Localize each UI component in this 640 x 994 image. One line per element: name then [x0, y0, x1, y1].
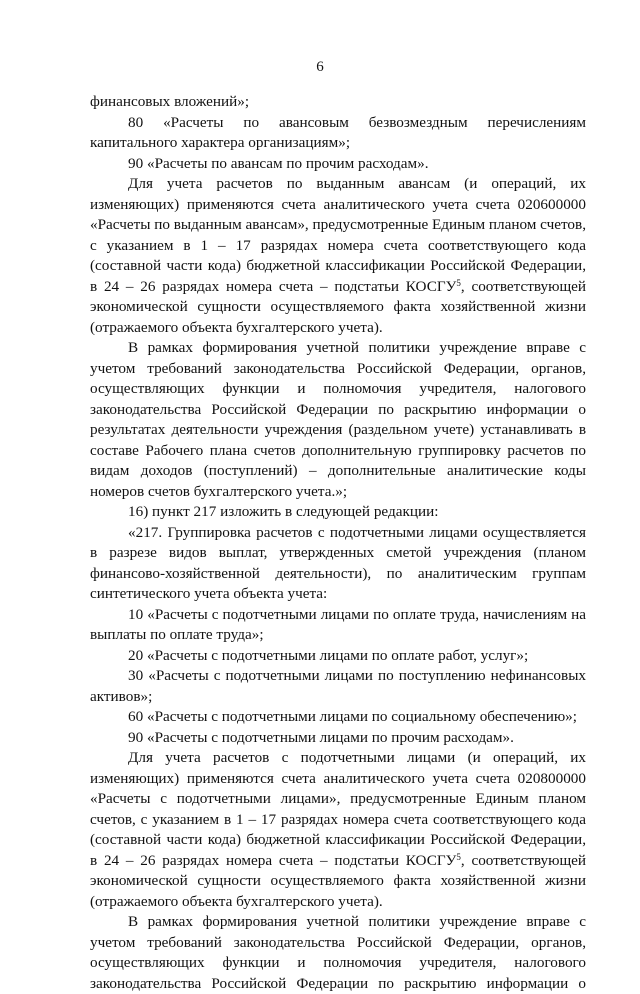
text-line: 90 «Расчеты по авансам по прочим расходам».: [90, 154, 586, 175]
text-line: финансово-хозяйственной деятельности), по аналитическим группам: [90, 564, 586, 585]
footnote-ref[interactable]: 5: [456, 278, 461, 288]
text-line: выплаты по оплате труда»;: [90, 625, 586, 646]
text-line: экономической сущности осуществляемого факта хозяйственной жизни: [90, 871, 586, 892]
text-line: учетом требований законодательства Российской Федерации, органов,: [90, 933, 586, 954]
text-line: В рамках формирования учетной политики учреждение вправе с: [90, 338, 586, 359]
text-line: (составной части кода) бюджетной классификации Российской Федерации,: [90, 256, 586, 277]
text-line: (отражаемого объекта бухгалтерского учета).: [90, 318, 586, 339]
text-line: 90 «Расчеты с подотчетными лицами по прочим расходам».: [90, 728, 586, 749]
text-line: Для учета расчетов по выданным авансам (и операций, их: [90, 174, 586, 195]
text-line: (отражаемого объекта бухгалтерского учета).: [90, 892, 586, 913]
text-line: законодательства Российской Федерации по раскрытию информации о: [90, 974, 586, 994]
text-line: «Расчеты с подотчетными лицами», предусмотренные Единым планом: [90, 789, 586, 810]
text-line: [90, 277, 586, 298]
text-line: в разрезе видов выплат, утвержденных сметой учреждения (планом: [90, 543, 586, 564]
text-line: «Расчеты по выданным авансам», предусмотренные Единым планом счетов,: [90, 215, 586, 236]
text-line: учетом требований законодательства Российской Федерации, органов,: [90, 359, 586, 380]
text-line: (составной части кода) бюджетной классификации Российской Федерации,: [90, 830, 586, 851]
page-number: 6: [0, 58, 640, 76]
text-line: с указанием в 1 – 17 разрядах номера счета соответствующего кода: [90, 236, 586, 257]
text-line: осуществляющих функции и полномочия учредителя, налогового: [90, 379, 586, 400]
text-line: 20 «Расчеты с подотчетными лицами по оплате работ, услуг»;: [90, 646, 586, 667]
text-line: изменяющих) применяются счета аналитического учета счета 020800000: [90, 769, 586, 790]
text-line: [90, 851, 586, 872]
text-line: осуществляющих функции и полномочия учредителя, налогового: [90, 953, 586, 974]
text-line: 16) пункт 217 изложить в следующей редакции:: [90, 502, 586, 523]
text-line: «217. Группировка расчетов с подотчетными лицами осуществляется: [90, 523, 586, 544]
text-line: финансовых вложений»;: [90, 92, 586, 113]
text-fragment: в 24 – 26 разрядах номера счета – подстатьи КОСГУ: [90, 852, 456, 869]
text-line: В рамках формирования учетной политики учреждение вправе с: [90, 912, 586, 933]
text-line: капитального характера организациям»;: [90, 133, 586, 154]
text-line: изменяющих) применяются счета аналитического учета счета 020600000: [90, 195, 586, 216]
footnote-ref[interactable]: 5: [456, 852, 461, 862]
text-line: 80 «Расчеты по авансовым безвозмездным перечислениям: [90, 113, 586, 134]
text-line: 30 «Расчеты с подотчетными лицами по поступлению нефинансовых: [90, 666, 586, 687]
text-fragment: , соответствующей: [461, 278, 586, 295]
text-line: законодательства Российской Федерации по раскрытию информации о: [90, 400, 586, 421]
text-line: счетов, с указанием в 1 – 17 разрядах номера счета соответствующего кода: [90, 810, 586, 831]
text-line: синтетического учета объекта учета:: [90, 584, 586, 605]
text-fragment: в 24 – 26 разрядах номера счета – подстатьи КОСГУ: [90, 278, 456, 295]
text-fragment: , соответствующей: [461, 852, 586, 869]
body-text: [90, 92, 586, 994]
text-line: Для учета расчетов с подотчетными лицами (и операций, их: [90, 748, 586, 769]
text-line: результатах деятельности учреждения (раздельном учете) устанавливать в: [90, 420, 586, 441]
text-line: 60 «Расчеты с подотчетными лицами по социальному обеспечению»;: [90, 707, 586, 728]
text-line: номеров счетов бухгалтерского учета.»;: [90, 482, 586, 503]
text-line: составе Рабочего плана счетов дополнительную группировку расчетов по: [90, 441, 586, 462]
text-line: активов»;: [90, 687, 586, 708]
text-line: видам доходов (поступлений) – дополнительные аналитические коды: [90, 461, 586, 482]
text-line: 10 «Расчеты с подотчетными лицами по оплате труда, начислениям на: [90, 605, 586, 626]
text-line: экономической сущности осуществляемого факта хозяйственной жизни: [90, 297, 586, 318]
